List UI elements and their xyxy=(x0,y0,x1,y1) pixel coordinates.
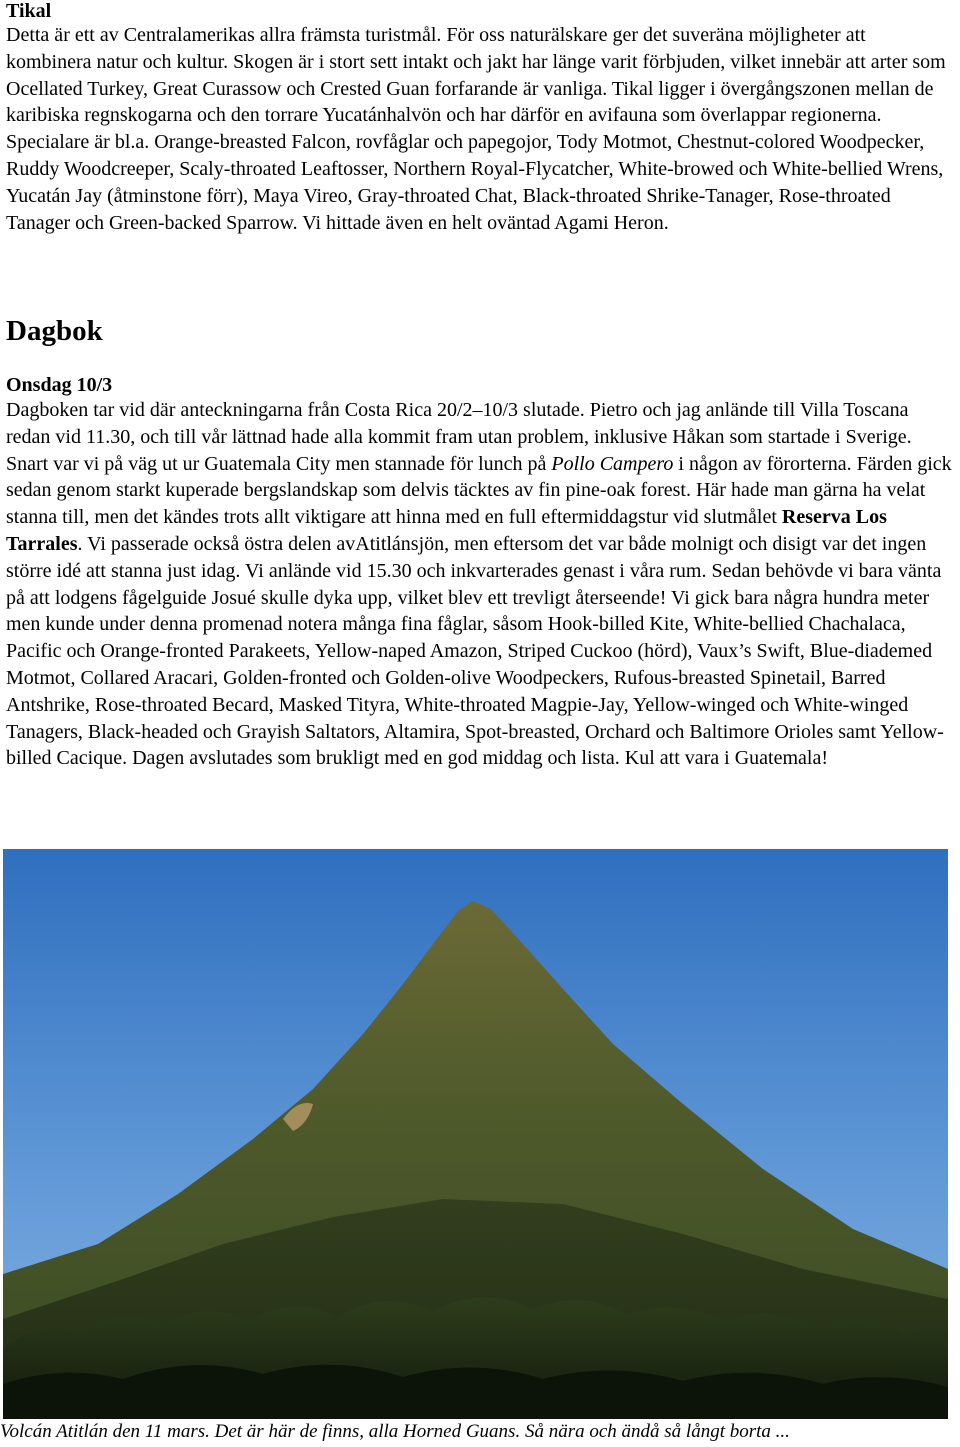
reserve-name: Reserva Los Tarrales xyxy=(6,506,887,555)
volcano-illustration xyxy=(3,849,948,1419)
diary-text-3: . Vi passerade också östra delen avAtitlánsjön, men eftersom det var både molnigt och disigt var det ingen större idé att stanna just idag. Vi anlände vid 15.30 och inkvarterades genast i våra rum. Sedan behövde vi bara vänta på att lodgens fågelguide Josué skulle dyka upp, vilket blev ett trevligt återseende! Vi gick bara några hundra meter men kunde under denna promenad notera många fina fåglar, såsom Hook-billed Kite, White-bellied Chachalaca, Pacific och Orange-fronted Parakeets, Yellow-naped Amazon, Striped Cuckoo (hörd), Vaux’s Swift, Blue-diademed Motmot, Collared Aracari, Golden-fronted och Golden-olive Woodpeckers, Rufous-breasted Spinetail, Barred Antshrike, Rose-throated Becard, Masked Tityra, White-throated Magpie-Jay, Yellow-winged och White-winged Tanagers, Black-headed och Grayish Saltators, Altamira, Spot-breasted, Orchard och Baltimore Orioles samt Yellow-billed Cacique. Dagen avslutades som brukligt med en god middag och lista. Kul att vara i Guatemala! xyxy=(6,532,944,770)
photo-caption: Volcán Atitlán den 11 mars. Det är här de finns, alla Horned Guans. Så nära och ändå så långt borta ... xyxy=(0,1421,790,1442)
diary-text-1: Dagboken tar vid där anteckningarna från Costa Rica 20/2–10/3 slutade. Pietro och jag anlände till Villa Toscana redan vid 11.30, och till vår lättnad hade alla kommit fram utan problem, inklusive Håkan som startade i Sverige. Snart var vi på väg ut ur Guatemala City men stannade för lunch på xyxy=(6,399,912,475)
day-heading: Onsdag 10/3 xyxy=(6,374,113,396)
diary-paragraph xyxy=(6,397,954,772)
diary-text-2: i någon av förorterna. Färden gick sedan genom starkt kuperade bergslandskap som delvis täcktes av fin pine-oak forest. Här hade man gärna ha velat stanna till, men det kändes trots allt viktigare att hinna med en full eftermiddagstur vid slutmålet xyxy=(6,452,952,529)
diary-heading: Dagbok xyxy=(6,315,103,347)
restaurant-name: Pollo Campero xyxy=(551,452,674,475)
tikal-title: Tikal xyxy=(6,0,52,22)
volcano-photo xyxy=(3,849,948,1419)
document-page xyxy=(6,0,954,770)
tikal-paragraph: Detta är ett av Centralamerikas allra främsta turistmål. För oss naturälskare ger det suveräna möjligheter att kombinera natur och kultur. Skogen är i stort sett intakt och jakt har länge varit förbjuden, vilket innebär att arter som Ocellated Turkey, Great Curassow och Crested Guan forfarande är vanliga. Tikal ligger i övergångszonen mellan de karibiska regnskogarna och den torrare Yucatánhalvön och har därför en avifauna som överlappar regionerna. Specialare är bl.a. Orange-breasted Falcon, rovfåglar och papegojor, Tody Motmot, Chestnut-colored Woodpecker, Ruddy Woodcreeper, Scaly-throated Leaftosser, Northern Royal-Flycatcher, White-browed och White-bellied Wrens, Yucatán Jay (åtminstone förr), Maya Vireo, Gray-throated Chat, Black-throated Shrike-Tanager, Rose-throated Tanager och Green-backed Sparrow. Vi hittade även en helt oväntad Agami Heron. xyxy=(6,24,946,234)
